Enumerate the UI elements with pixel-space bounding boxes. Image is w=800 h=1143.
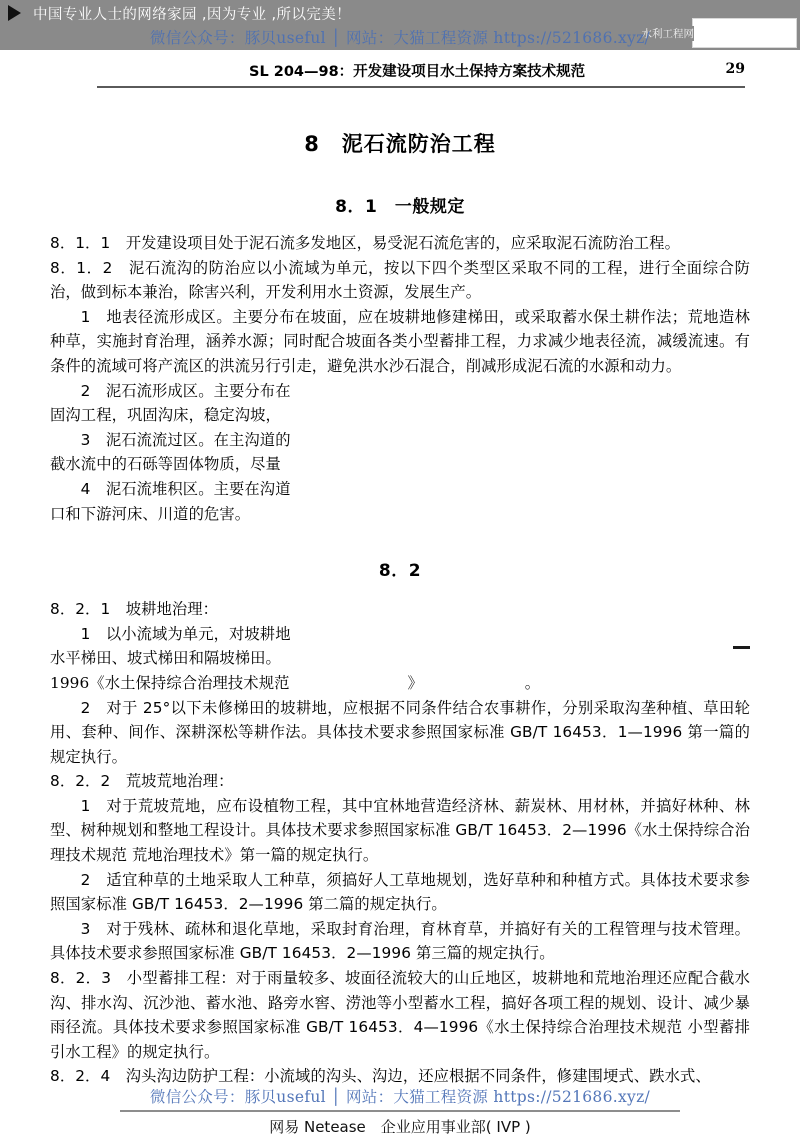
play-triangle-icon bbox=[8, 5, 21, 21]
banner-text: 中国专业人士的网络家园 ,因为专业 ,所以完美！ bbox=[33, 6, 352, 23]
running-head bbox=[97, 60, 745, 90]
clause-8-2-2: 8．2．2 荒坡荒地治理： bbox=[50, 772, 234, 791]
footer-text: 网易 Netease 企业应用事业部( IVP ) bbox=[269, 1118, 531, 1136]
banner-site-badge: 水利工程网 bbox=[641, 28, 694, 40]
clause-8-2-1-item-1-line-1: 1 以小流域为单元，对坡耕地 bbox=[80, 624, 291, 643]
clause-8-2-3: 8．2．3 小型蓄排工程：对于雨量较多、坡面径流较大的山丘地区，坡耕地和荒地治理还应配合截水沟、排水沟、沉沙池、蓄水池、路旁水窖、涝池等小型蓄水工程，搞好各项工程的规划、设计、减少暴雨径流。具体技术要求参照国家标准 GB/T 16453．4—1996《水土保持综合治理技术规范 小型蓄排引水工程》的规定执行。 bbox=[50, 969, 750, 1061]
page-number: 29 bbox=[725, 61, 745, 77]
clause-8-1-2-item-3-line-2: 截水流中的石砾等固体物质，尽量 bbox=[50, 455, 281, 474]
banner-content bbox=[8, 2, 351, 24]
standard-reference-text: 1996《水土保持综合治理技术规范 bbox=[50, 673, 290, 692]
running-head-rule bbox=[97, 86, 745, 88]
closing-bracket: 》 bbox=[407, 673, 423, 692]
clause-8-1-1: 8．1．1 开发建设项目处于泥石流多发地区，易受泥石流危害的，应采取泥石流防治工程。 bbox=[50, 234, 680, 252]
clause-8-1-2-item-3-line-1: 3 泥石流流过区。在主沟道的 bbox=[80, 430, 291, 449]
clause-8-1-2-item-1: 1 地表径流形成区。主要分布在坡面，应在坡耕地修建梯田，或采取蓄水保土耕作法；荒地造林种草，实施封育治理，涵养水源；同时配合坡面各类小型蓄排工程，力求减少地表径流，减缓流速。有条件的流域可将产流区的洪流另行引走，避免洪水沙石混合，削减形成泥石流的水源和动力。 bbox=[50, 307, 750, 375]
clause-8-2-1-item-1-line-2-text: 水平梯田、坡式梯田和隔坡梯田。 bbox=[50, 649, 281, 668]
clause-8-1-2-item-2-line-2: 固沟工程，巩固沟床，稳定沟坡， bbox=[50, 406, 281, 425]
clause-8-2-1: 8．2．1 坡耕地治理： bbox=[50, 600, 219, 619]
clause-8-1-2-item-4-line-2: 口和下游河床、川道的危害。 bbox=[50, 504, 251, 523]
margin-dash-mark bbox=[733, 646, 750, 649]
clause-8-2-2-item-2: 2 适宜种草的土地采取人工种草，须搞好人工草地规划，选好草种和种植方式。具体技术要求参照国家标准 GB/T 16453．2—1996 第二篇的规定执行。 bbox=[50, 870, 750, 914]
clause-8-1-2-item-4-line-1: 4 泥石流堆积区。主要在沟道 bbox=[80, 479, 291, 498]
clause-8-2-1-item-2: 2 对于 25°以下未修梯田的坡耕地，应根据不同条件结合农事耕作，分别采取沟垄种植、草田轮用、套种、间作、深耕深松等耕作法。具体技术要求参照国家标准 GB/T 16453．1—1996 第一篇的规定执行。 bbox=[50, 698, 750, 766]
clause-8-2-1-item-1-line-2 bbox=[50, 646, 750, 671]
section-8-1-heading: 8．1 一般规定 bbox=[335, 197, 465, 217]
trailing-period: 。 bbox=[524, 673, 541, 692]
section-8-2-heading: 8．2 bbox=[378, 561, 422, 582]
footer-rule bbox=[120, 1110, 680, 1112]
clause-8-2-2-item-1: 1 对于荒坡荒地，应布设植物工程，其中宜林地营造经济林、薪炭林、用材林，并搞好林种、林型、树种规划和整地工程设计。具体技术要求参照国家标准 GB/T 16453．2—1996《水土保持综合治理技术规范 荒地治理技术》第一篇的规定执行。 bbox=[50, 796, 750, 865]
clause-8-1-2-item-2-line-1: 2 泥石流形成区。主要分布在 bbox=[80, 381, 291, 400]
clause-8-2-4: 8．2．4 沟头沟边防护工程：小流域的沟头、沟边，还应根据不同条件，修建围埂式、跌水式、 bbox=[50, 1067, 711, 1086]
running-head-title: SL 204—98：开发建设项目水土保持方案技术规范 bbox=[249, 64, 586, 80]
clause-8-2-2-item-3: 3 对于残林、疏林和退化草地，采取封育治理，育林育草，并搞好有关的工程管理与技术管理。具体技术要求参照国家标准 GB/T 16453．2—1996 第三篇的规定执行。 bbox=[50, 919, 750, 963]
chapter-heading: 8 泥石流防治工程 bbox=[304, 132, 496, 156]
watermark-bottom: 微信公众号：豚贝useful │ 网站：大猫工程资源 https://521686.xyz/ bbox=[149, 1088, 651, 1106]
document-body bbox=[50, 112, 750, 1089]
clause-8-2-1-item-1-line-3 bbox=[50, 671, 750, 696]
clause-8-1-2: 8．1．2 泥石流沟的防治应以小流域为单元，按以下四个类型区采取不同的工程，进行全面综合防治，做到标本兼治，除害兴利，开发利用水土资源，发展生产。 bbox=[50, 258, 750, 302]
watermark-top: 微信公众号：豚贝useful │ 网站：大猫工程资源 https://521686.xyz/ bbox=[149, 29, 651, 47]
